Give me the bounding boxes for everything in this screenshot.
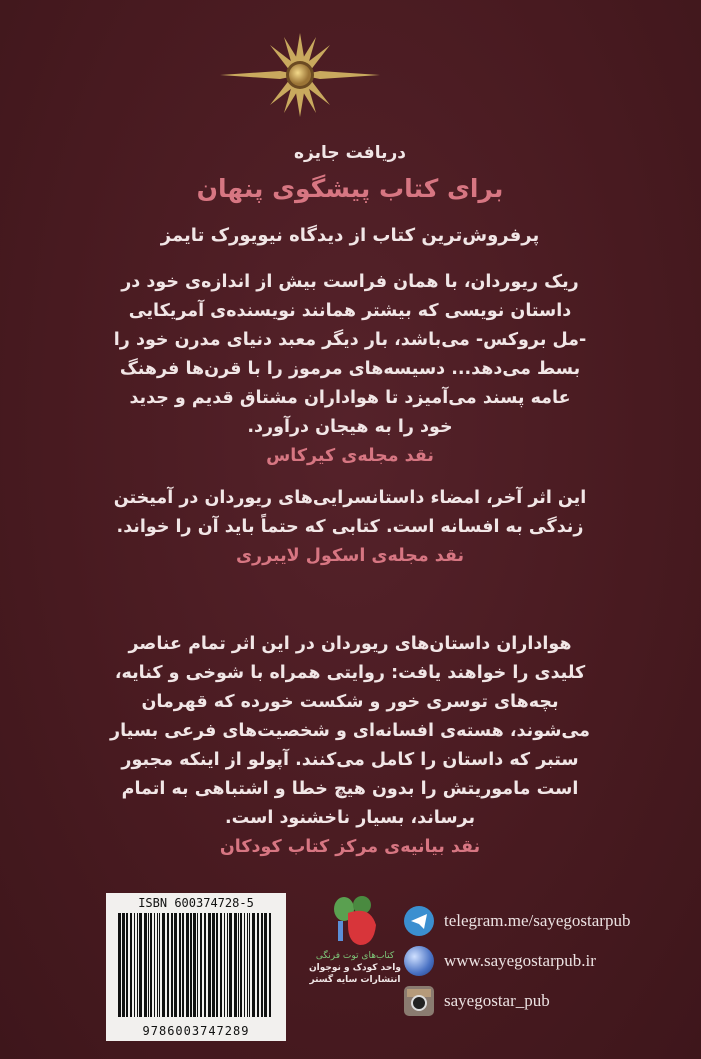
website-link[interactable] [404, 946, 596, 976]
strawberry-logo-icon [330, 895, 380, 947]
review-line: کلیدی را خواهند یافت: روایتی همراه با شوخی و کنایه، [114, 663, 586, 683]
barcode-bar [118, 913, 121, 1017]
review-line: عامه پسند می‌آمیزد تا هواداران مشتاق قدیم و جدید [129, 388, 571, 408]
review-line: خود را به هیجان درآورد. [247, 417, 453, 437]
telegram-url[interactable]: telegram.me/sayegostarpub [444, 911, 631, 930]
instagram-handle[interactable]: sayegostar_pub [444, 991, 550, 1010]
barcode-bar [134, 913, 135, 1017]
sun-emblem-icon [220, 30, 380, 120]
review-childrens-book-center [40, 630, 660, 862]
review-credit: نقد مجله‌ی اسکول لایبرری [235, 546, 465, 566]
review-credit: نقد مجله‌ی کیرکاس [266, 446, 434, 466]
review-line: زندگی به افسانه است. کتابی که حتماً باید آن را خواند. [116, 517, 584, 537]
review-line: -مل بروکس- می‌باشد، بار دیگر معبد دنیای مدرن خود را [113, 330, 587, 350]
barcode-bar [229, 913, 232, 1017]
barcode-bar [257, 913, 259, 1017]
review-line: هواداران داستان‌های ریوردان در این اثر تمام عناصر [128, 634, 572, 654]
ean-number: 9786003747289 [142, 1024, 250, 1038]
barcode-bar [162, 913, 165, 1017]
barcode-bar [179, 913, 181, 1017]
barcode-bar [227, 913, 228, 1017]
barcode-bar [224, 913, 225, 1017]
review-line: است ماموریتش را بدون هیچ خطا و اشتباهی به اتمام [121, 779, 579, 799]
review-line: برساند، بسیار ناخشنود است. [224, 808, 476, 828]
review-line: بسط می‌دهد... دسیسه‌های مرموز را با قرن‌ها فرهنگ [119, 359, 581, 379]
barcode-bar [264, 913, 267, 1017]
barcode-bar [126, 913, 128, 1017]
barcode-bar [167, 913, 169, 1017]
publisher-division: واحد کودک و نوجوان [309, 963, 401, 973]
website-url[interactable]: www.sayegostarpub.ir [444, 951, 596, 970]
barcode-bar [208, 913, 211, 1017]
barcode-bar [220, 913, 222, 1017]
barcode-bar [244, 913, 245, 1017]
globe-icon [404, 946, 434, 976]
barcode-bar [252, 913, 255, 1017]
review-line: ستبر که داستان را کامل می‌کنند. آپولو از اینکه مجبور [121, 750, 579, 770]
barcode-bar [249, 913, 250, 1017]
instagram-link[interactable] [404, 986, 550, 1016]
barcode-bar [157, 913, 158, 1017]
barcode-bar [197, 913, 198, 1017]
telegram-icon [404, 906, 434, 936]
review-kirkus [40, 268, 660, 471]
barcode-bar [234, 913, 237, 1017]
review-line: ریک ریوردان، با همان فراست بیش از اندازه‌ی خود در [121, 272, 579, 292]
barcode-bar [216, 913, 218, 1017]
barcode-bar [122, 913, 125, 1017]
barcode-bar [240, 913, 242, 1017]
review-line: این اثر آخر، امضاء داستانسرایی‌های ریوردان در آمیختن [113, 488, 587, 508]
review-line: داستان نویسی که بیشتر همانند نویسنده‌ی آمریکایی [128, 301, 572, 321]
barcode-bar [204, 913, 206, 1017]
publisher-logo [300, 895, 410, 1035]
barcode-bar [186, 913, 189, 1017]
review-line: می‌شوند، هسته‌ی افسانه‌ای و شخصیت‌های فرعی بسیار [110, 721, 590, 741]
bestseller-label: پرفروش‌ترین کتاب از دیدگاه نیویورک تایمز [160, 225, 540, 246]
barcode-bar [150, 913, 152, 1017]
barcode-bar [148, 913, 149, 1017]
publisher-name: انتشارات سایه گستر [309, 975, 401, 985]
barcode-bar [171, 913, 173, 1017]
barcode-bar [200, 913, 202, 1017]
review-school-library [40, 484, 660, 571]
barcode-bar [137, 913, 138, 1017]
review-line: بچه‌های توسری خور و شکست خورده که قهرمان [141, 692, 559, 712]
barcode-bar [269, 913, 271, 1017]
barcode-bar [130, 913, 132, 1017]
barcode-bar [144, 913, 147, 1017]
barcode-bar [154, 913, 155, 1017]
award-label: دریافت جایزه [294, 143, 406, 163]
review-credit: نقد بیانیه‌ی مرکز کتاب کودکان [219, 837, 481, 857]
barcode-bar [159, 913, 160, 1017]
isbn-barcode [106, 893, 286, 1041]
award-book-title: برای کتاب پیشگوی پنهان [196, 174, 504, 203]
isbn-number: ISBN 600374728-5 [138, 896, 254, 910]
instagram-icon [404, 986, 434, 1016]
barcode-bar [193, 913, 196, 1017]
barcode-bar [261, 913, 263, 1017]
barcode-bar [174, 913, 177, 1017]
barcode-bar [238, 913, 239, 1017]
telegram-link[interactable] [404, 906, 630, 936]
barcode-bar [247, 913, 248, 1017]
barcode-bar [182, 913, 184, 1017]
barcode-bars [118, 913, 274, 1017]
barcode-bar [139, 913, 142, 1017]
barcode-bar [190, 913, 192, 1017]
barcode-bar [212, 913, 215, 1017]
logo-brand-text: کتاب‌های توت فرنگی [315, 951, 395, 961]
